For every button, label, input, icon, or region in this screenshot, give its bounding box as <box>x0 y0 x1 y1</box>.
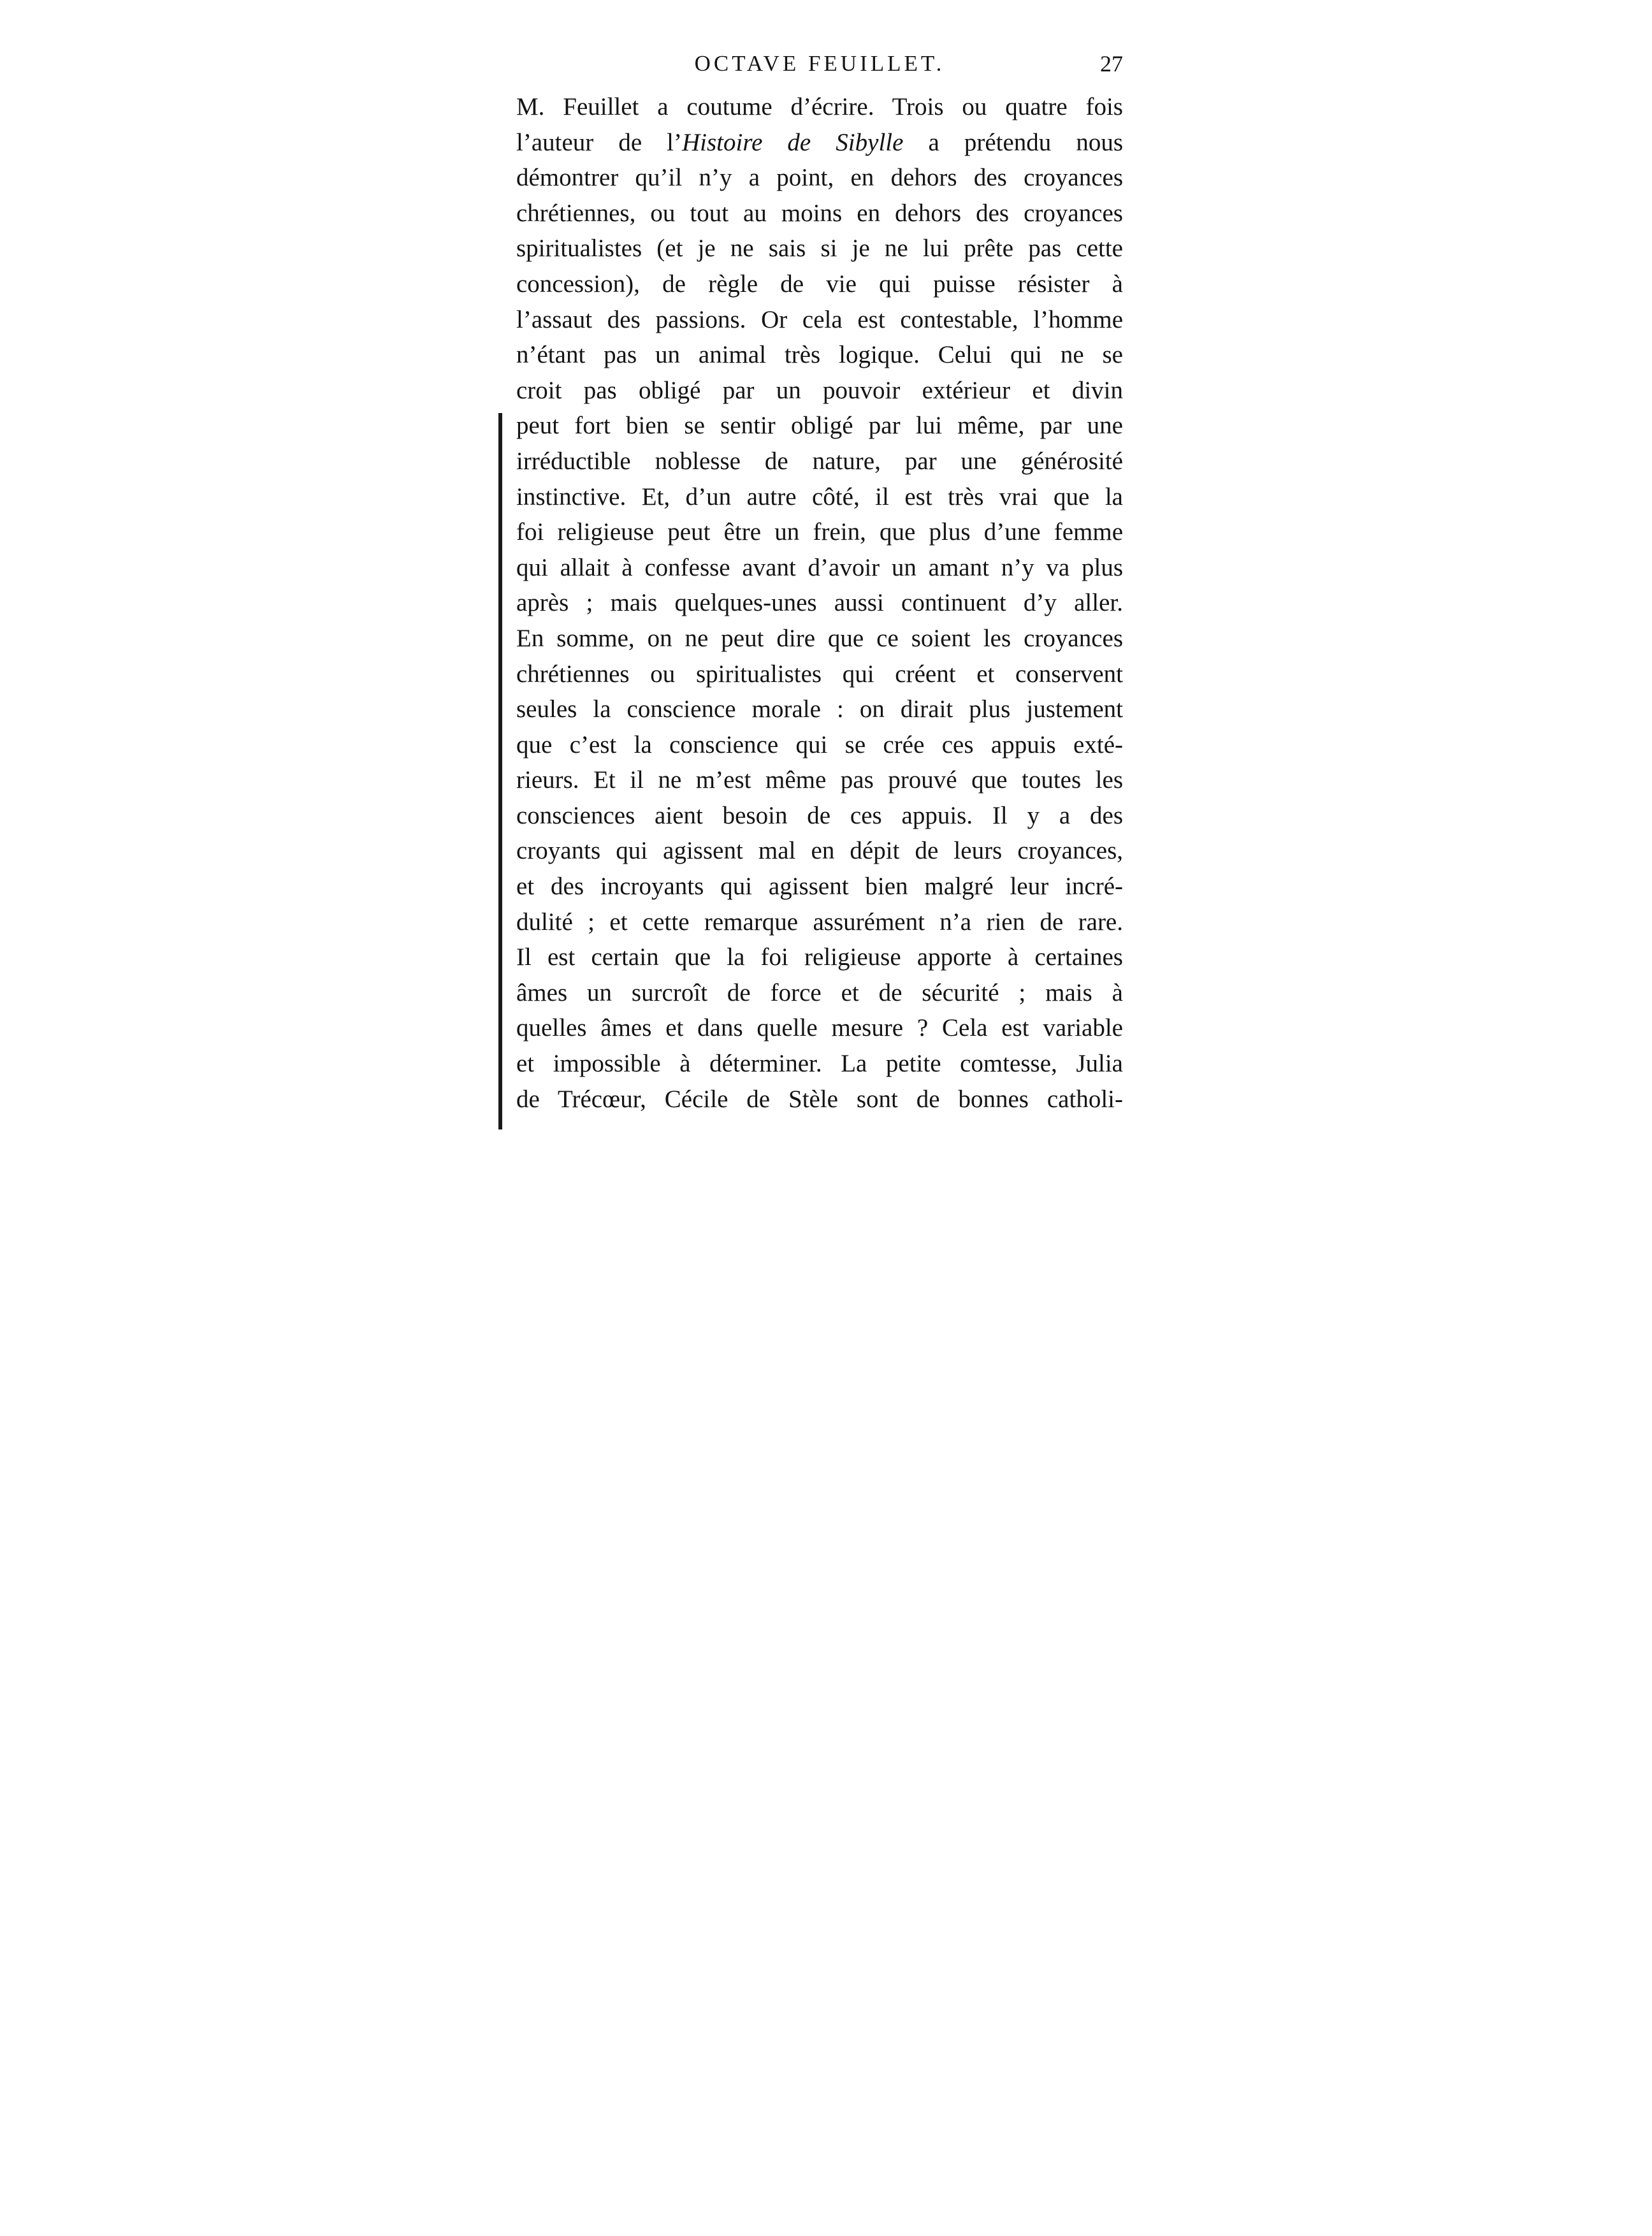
text-line: foi religieuse peut être un frein, que plus d’une femme <box>516 518 1123 546</box>
text-line: chrétiennes ou spiritualistes qui créent et conservent <box>516 660 1123 688</box>
margin-rule <box>498 413 502 1129</box>
text-line: consciences aient besoin de ces appuis. Il y a des <box>516 801 1123 829</box>
text-line: quelles âmes et dans quelle mesure ? Cela est variable <box>516 1014 1123 1042</box>
text-line: démontrer qu’il n’y a point, en dehors des croyances <box>516 164 1123 192</box>
text-line: peut fort bien se sentir obligé par lui même, par une <box>516 412 1123 440</box>
text-line: M. Feuillet a coutume d’écrire. Trois ou quatre fois <box>516 93 1123 120</box>
text-line: concession), de règle de vie qui puisse résister à <box>516 270 1123 298</box>
text-line: que c’est la conscience qui se crée ces appuis exté- <box>516 730 1123 759</box>
book-title-italic: Histoire de Sibylle <box>682 128 904 156</box>
text-line: n’étant pas un animal très logique. Celui qui ne se <box>516 341 1123 369</box>
text-line: seules la conscience morale : on dirait plus justement <box>516 695 1123 723</box>
text-line: de Trécœur, Cécile de Stèle sont de bonnes catholi- <box>516 1085 1123 1113</box>
text-line: croit pas obligé par un pouvoir extérieur et divin <box>516 376 1123 404</box>
body-text <box>516 89 1123 1117</box>
text-line: après ; mais quelques-unes aussi continuent d’y aller. <box>516 589 1123 617</box>
text-line: Il est certain que la foi religieuse apporte à certaines <box>516 943 1123 971</box>
text-line: instinctive. Et, d’un autre côté, il est très vrai que la <box>516 483 1123 511</box>
text-line: qui allait à confesse avant d’avoir un amant n’y va plus <box>516 553 1123 581</box>
text-line-before: l’auteur de l’ <box>516 128 682 156</box>
running-title: OCTAVE FEUILLET. <box>694 51 945 76</box>
running-head <box>516 45 1123 83</box>
text-line: et impossible à déterminer. La petite comtesse, Julia <box>516 1050 1123 1078</box>
text-line: rieurs. Et il ne m’est même pas prouvé que toutes les <box>516 766 1123 794</box>
text-line: irréductible noblesse de nature, par une générosité <box>516 447 1123 475</box>
text-line: croyants qui agissent mal en dépit de leurs croyances, <box>516 837 1123 865</box>
text-line: l’assaut des passions. Or cela est contestable, l’homme <box>516 305 1123 333</box>
text-line: et des incroyants qui agissent bien malgré leur incré- <box>516 873 1123 901</box>
page-number: 27 <box>1100 51 1123 76</box>
text-line: En somme, on ne peut dire que ce soient les croyances <box>516 624 1123 652</box>
text-line: dulité ; et cette remarque assurément n’a rien de rare. <box>516 908 1123 936</box>
text-line-after: a prétendu nous <box>903 128 1123 156</box>
text-line: âmes un surcroît de force et de sécurité ; mais à <box>516 978 1123 1006</box>
text-line: spiritualistes (et je ne sais si je ne lui prête pas cette <box>516 235 1123 263</box>
text-line: chrétiennes, ou tout au moins en dehors des croyances <box>516 199 1123 227</box>
text-line <box>516 125 1123 161</box>
